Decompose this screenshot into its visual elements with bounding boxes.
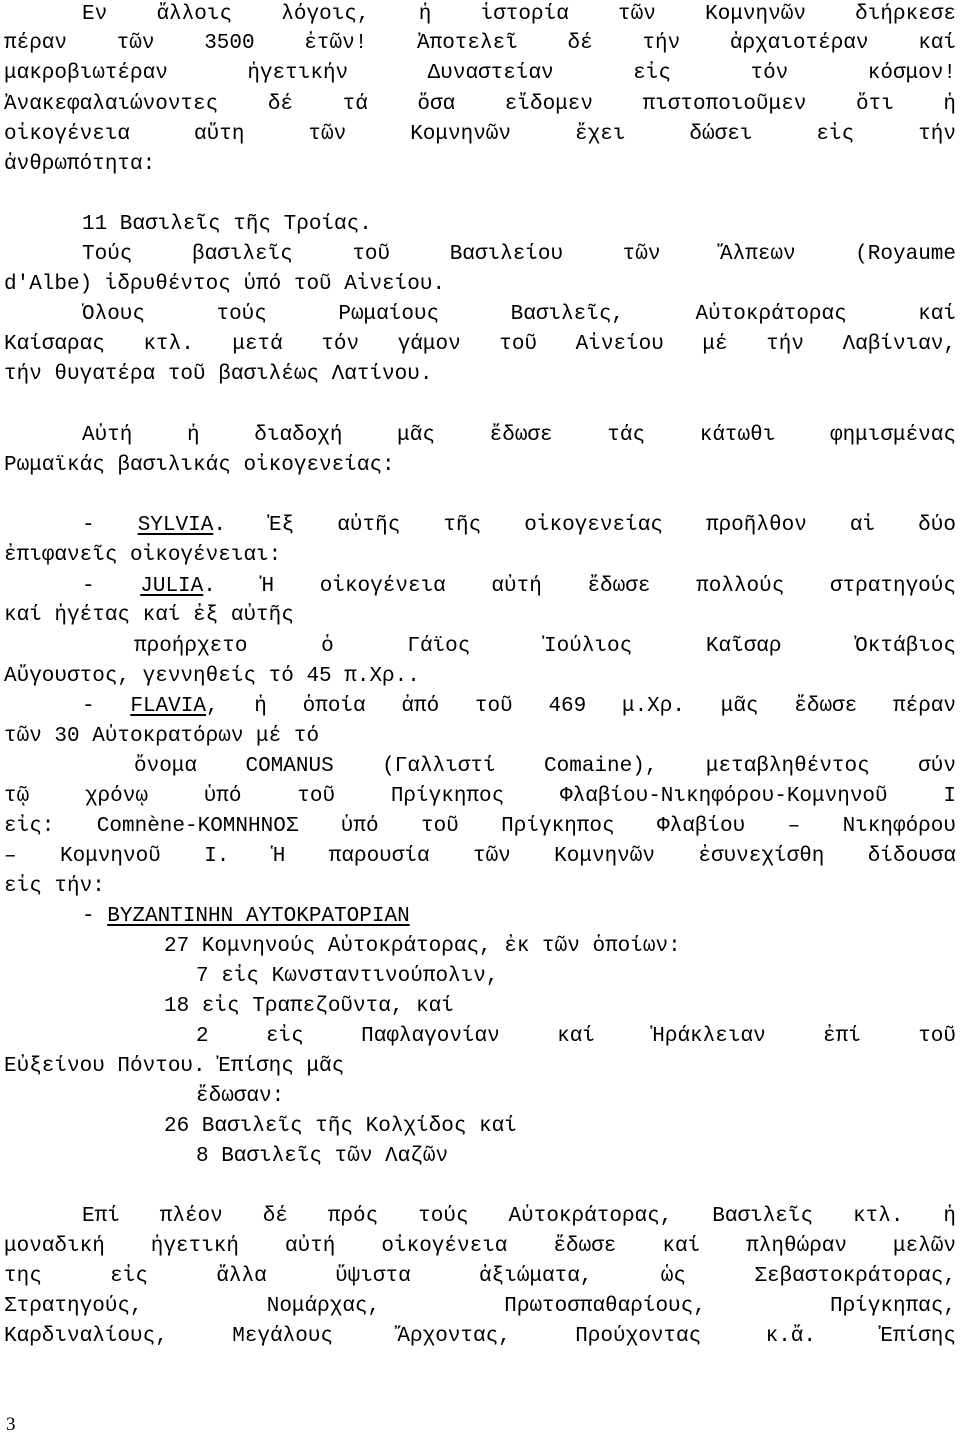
text-segment: 11 Βασιλεῖς τῆς Τροίας.	[82, 213, 372, 236]
text-segment: 2 εἰς Παφλαγονίαν καί Ἡράκλειαν ἐπί τοῦ	[196, 1025, 956, 1048]
text-segment: d'Albe) ἱδρυθέντος ὑπό τοῦ Αἰνείου.	[4, 273, 446, 296]
text-segment: Καίσαρας κτλ. μετά τόν γάμον τοῦ Αἰνείου μέ τήν Λαβίνιαν,	[4, 333, 956, 356]
text-segment: . Ἐξ αὐτῆς τῆς οἰκογενείας προῆλθον αἱ δύο	[213, 514, 956, 537]
text-segment: μοναδική ἡγετική αὐτή οἰκογένεια ἔδωσε καί πληθώραν μελῶν	[4, 1235, 956, 1258]
text-line	[82, 240, 956, 270]
text-segment: τῶν 30 Αὐτοκρατόρων μέ τό	[4, 725, 320, 748]
text-line	[82, 692, 956, 722]
text-line	[82, 902, 956, 932]
text-line	[164, 992, 956, 1022]
text-segment: πέραν τῶν 3500 ἐτῶν! Ἀποτελεῖ δέ τήν ἀρχαιοτέραν καί	[4, 32, 956, 55]
text-line	[4, 722, 956, 752]
text-segment: Ἐν ἄλλοις λόγοις, ἡ ἱστορία τῶν Κομνηνῶν διήρκεσε	[82, 3, 956, 26]
text-line	[164, 1112, 956, 1142]
text-segment: . Ἡ οἰκογένεια αὐτή ἔδωσε πολλούς στρατηγούς	[203, 575, 956, 598]
text-segment: εἰς: Comnène-ΚΟΜΝΗΝΟΣ ὑπό τοῦ Πρίγκηπος Φλαβίου – Νικηφόρου	[4, 815, 956, 838]
text-segment: τῷ χρόνῳ ὑπό τοῦ Πρίγκηπος Φλαβίου-Νικηφόρου-Κομνηνοῦ Ι	[4, 785, 956, 808]
text-line	[4, 270, 956, 300]
text-line	[4, 541, 956, 571]
text-line	[82, 300, 956, 330]
text-segment: -	[82, 905, 108, 928]
text-line	[196, 1082, 956, 1112]
text-line	[4, 150, 956, 180]
text-line	[82, 0, 956, 30]
text-line	[82, 1202, 956, 1232]
text-line	[164, 932, 956, 962]
text-segment: τήν θυγατέρα τοῦ βασιλέως Λατίνου.	[4, 363, 433, 386]
underlined-term: FLAVIA	[130, 695, 206, 718]
text-line	[82, 421, 956, 451]
text-segment: Ἀνακεφαλαιώνοντες δέ τά ὅσα εἴδομεν πιστοποιοῦμεν ὅτι ἡ	[4, 93, 956, 116]
text-segment: οἰκογένεια αὕτη τῶν Κομνηνῶν ἔχει δώσει εἰς τήν	[4, 123, 956, 146]
text-line	[4, 1262, 956, 1292]
text-line	[196, 962, 956, 992]
text-segment: Αὐτή ἡ διαδοχή μᾶς ἔδωσε τάς κάτωθι φημισμένας	[82, 424, 956, 447]
text-segment: Ρωμαϊκάς βασιλικάς οἰκογενείας:	[4, 454, 395, 477]
text-line	[4, 29, 956, 59]
text-line	[82, 572, 956, 602]
text-line	[82, 210, 956, 240]
text-line	[4, 782, 956, 812]
text-segment: -	[82, 514, 138, 537]
text-segment: Τούς βασιλεῖς τοῦ Βασιλείου τῶν Ἄλπεων (Royaume	[82, 243, 956, 266]
text-line	[4, 842, 956, 872]
text-segment: ἀνθρωπότητα:	[4, 153, 156, 176]
text-segment: μακροβιωτέραν ἡγετικήν Δυναστείαν εἰς τόν κόσμον!	[4, 62, 956, 85]
text-segment: 7 εἰς Κωνσταντινούπολιν,	[196, 965, 499, 988]
text-segment: ἔδωσαν:	[196, 1085, 285, 1108]
text-segment: – Κομνηνοῦ Ι. Ἡ παρουσία τῶν Κομνηνῶν ἐσυνεχίσθη δίδουσα	[4, 845, 956, 868]
text-line	[4, 451, 956, 481]
text-segment: -	[82, 695, 131, 718]
text-segment: προήρχετο ὁ Γάϊος Ἰούλιος Καῖσαρ Ὀκτάβιος	[134, 635, 956, 658]
text-segment: Εὐξείνου Πόντου. Ἐπίσης μᾶς	[4, 1055, 345, 1078]
text-segment: ἐπιφανεῖς οἰκογένειαι:	[4, 544, 282, 567]
text-segment: , ἡ ὁποία ἀπό τοῦ 469 μ.Χρ. μᾶς ἔδωσε πέραν	[205, 695, 956, 718]
text-line	[196, 1142, 956, 1172]
text-segment: Αὔγουστος, γεννηθείς τό 45 π.Χρ..	[4, 665, 420, 688]
text-segment: καί ἡγέτας καί ἐξ αὐτῆς	[4, 604, 294, 627]
text-line	[4, 1292, 956, 1322]
text-segment: 8 Βασιλεῖς τῶν Λαζῶν	[196, 1145, 449, 1168]
text-segment: εἰς τήν:	[4, 875, 105, 898]
text-segment: Στρατηγούς, Νομάρχας, Πρωτοσπαθαρίους, Πρίγκηπας,	[4, 1295, 956, 1318]
text-line	[4, 90, 956, 120]
text-segment: -	[82, 575, 141, 598]
text-line	[4, 1322, 956, 1352]
text-line	[134, 752, 956, 782]
text-line	[4, 662, 956, 692]
page-number: 3	[6, 1414, 16, 1435]
text-line	[4, 812, 956, 842]
text-segment: Ἐπί πλέον δέ πρός τούς Αὐτοκράτορας, Βασιλεῖς κτλ. ἡ	[82, 1205, 956, 1228]
text-line	[196, 1022, 956, 1052]
text-line	[4, 1052, 956, 1082]
text-line	[4, 872, 956, 902]
underlined-term: ΒΥΖΑΝΤΙΝΗΝ ΑΥΤΟΚΡΑΤΟΡΙΑΝ	[107, 905, 410, 928]
text-segment: ὄνομα COMANUS (Γαλλιστί Comaine), μεταβληθέντος σύν	[134, 755, 956, 778]
text-segment: Ὅλους τούς Ρωμαίους Βασιλεῖς, Αὐτοκράτορας καί	[82, 303, 956, 326]
text-segment: Καρδιναλίους, Μεγάλους Ἄρχοντας, Προύχοντας κ.ἄ. Ἐπίσης	[4, 1325, 956, 1348]
text-segment: 26 Βασιλεῖς τῆς Κολχίδος καί	[164, 1115, 517, 1138]
text-line	[82, 511, 956, 541]
text-line	[4, 1232, 956, 1262]
text-segment: της εἰς ἄλλα ὕψιστα ἀξιώματα, ὡς Σεβαστοκράτορας,	[4, 1265, 956, 1288]
underlined-term: SYLVIA	[137, 514, 214, 537]
text-line	[4, 360, 956, 390]
text-line	[4, 330, 956, 360]
text-segment: 27 Κομνηνούς Αὐτοκράτορας, ἐκ τῶν ὁποίων:	[164, 935, 681, 958]
underlined-term: JULIA	[140, 575, 204, 598]
text-line	[4, 601, 956, 631]
text-line	[4, 120, 956, 150]
text-line	[134, 632, 956, 662]
text-segment: 18 εἰς Τραπεζοῦντα, καί	[164, 995, 454, 1018]
text-line	[4, 59, 956, 89]
